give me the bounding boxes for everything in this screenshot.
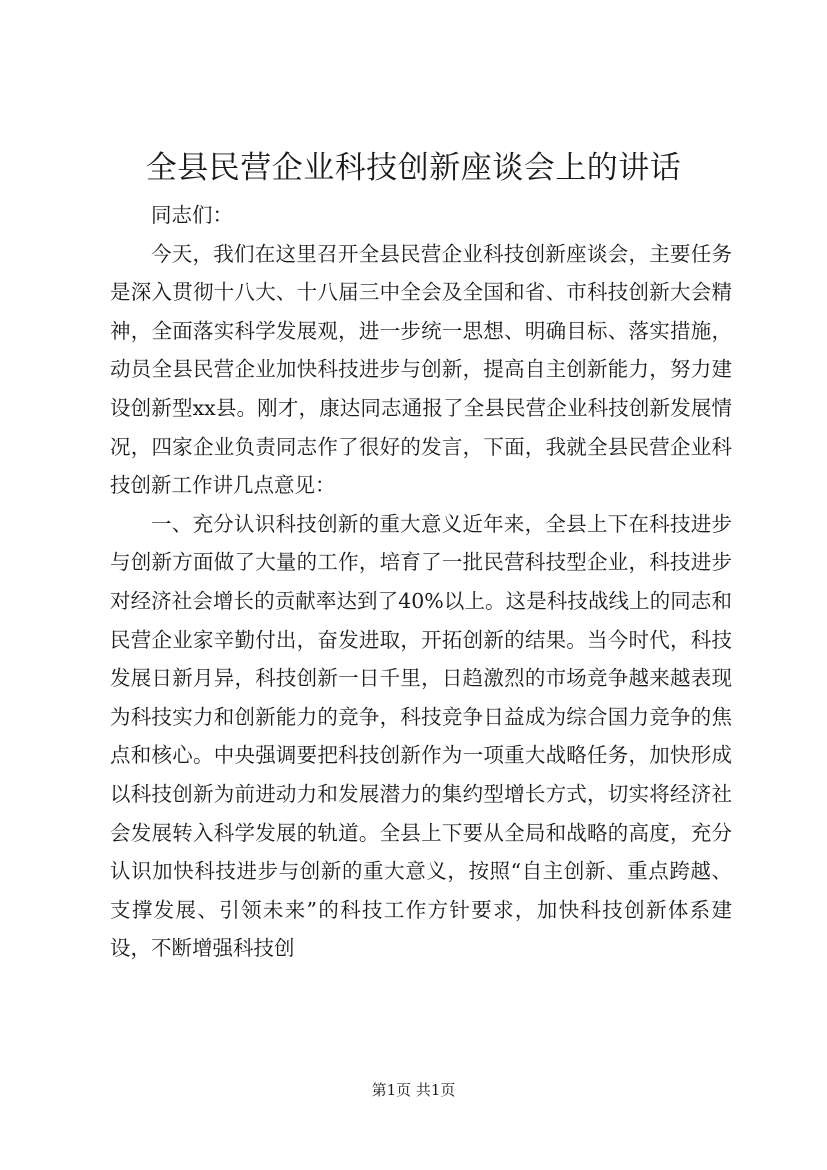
paragraph-section-one: 一、充分认识科技创新的重大意义近年来，全县上下在科技进步与创新方面做了大量的工作，培育了一批民营科技型企业，科技进步对经济社会增长的贡献率达到了40%以上。这是科技战线上的同志和民营企业家辛勤付出，奋发进取，开拓创新的结果。当今时代，科技发展日新月异，科技创新一日千里，日趋激烈的市场竞争越来越表现为科技实力和创新能力的竞争，科技竞争日益成为综合国力竞争的焦点和核心。中央强调要把科技创新作为一项重大战略任务，加快形成以科技创新为前进动力和发展潜力的集约型增长方式，切实将经济社会发展转入科学发展的轨道。全县上下要从全局和战略的高度，充分认识加快科技进步与创新的重大意义，按照“自主创新、重点跨越、支撑发展、引领未来”的科技工作方针要求，加快科技创新体系建设，不断增强科技创 [110,511,732,961]
document-title: 全县民营企业科技创新座谈会上的讲话 [145,150,682,186]
paragraph-intro: 今天，我们在这里召开全县民营企业科技创新座谈会，主要任务是深入贯彻十八大、十八届三中全会及全国和省、市科技创新大会精神，全面落实科学发展观，进一步统一思想、明确目标、落实措施，动员全县民营企业加快科技进步与创新，提高自主创新能力，努力建设创新型xx县。刚才，康达同志通报了全县民营企业科技创新发展情况，四家企业负责同志作了很好的发言，下面，我就全县民营企业科技创新工作讲几点意见： [110,241,732,498]
page-footer: 第1页 共1页 [371,1081,456,1099]
document-body [110,196,732,968]
salutation: 同志们： [151,203,233,227]
